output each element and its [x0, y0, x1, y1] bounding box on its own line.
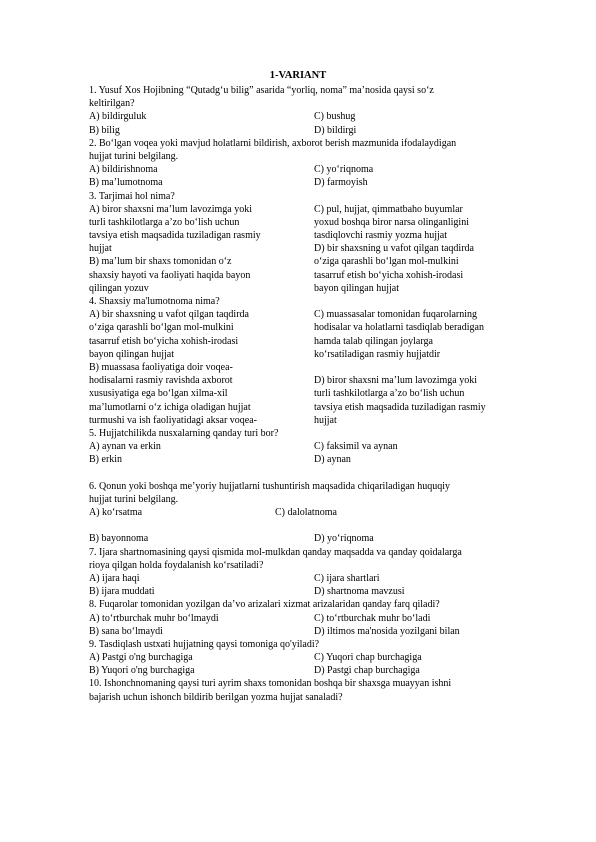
q4-left-line: bayon qilingan hujjat: [89, 348, 174, 360]
q2-option-b: B) ma’lumotnoma: [89, 177, 163, 189]
q9-option-b: B) Yuqori o'ng burchagiga: [89, 665, 195, 677]
q7-option-d: D) shartnoma mavzusi: [314, 586, 405, 598]
question-1-text: 1. Yusuf Xos Hojibning “Qutadg‘u bilig” asarida “yorliq, noma” ma’nosida qaysi so‘z: [89, 85, 434, 96]
q5-option-a: A) aynan va erkin: [89, 441, 161, 453]
q4-right-line: turli tashkilotlarga a’zo bo‘lish uchun: [314, 388, 465, 400]
q3-right-line: o‘ziga qarashli bo‘lgan mol-mulkini: [314, 256, 459, 268]
q4-right-line: [314, 361, 519, 374]
q9-option-d: D) Pastgi chap burchagiga: [314, 665, 420, 677]
q4-right-line: D) biror shaxsni ma’lum lavozimga yoki: [314, 375, 478, 387]
q4-left-line: xususiyatiga ega bo‘lgan xilma-xil: [89, 388, 228, 400]
q3-left-line: qilingan yozuv: [89, 282, 149, 294]
q2-option-d: D) farmoyish: [314, 177, 368, 189]
q3-right-line: D) bir shaxsning u vafot qilgan taqdirda: [314, 243, 474, 255]
blank-line: [89, 466, 519, 479]
q4-right-line: hamda talab qilingan joylarga: [314, 335, 433, 347]
question-5-text: 5. Hujjatchilikda nusxalarning qanday turi bor?: [89, 427, 279, 439]
q8-option-d: D) iltimos ma'nosida yozilgani bilan: [314, 625, 460, 637]
q4-left-line: o‘ziga qarashli bo‘lgan mol-mulkini: [89, 322, 234, 334]
q4-left-line: ma’lumotlarni o‘z ichiga oladigan hujjat: [89, 401, 251, 413]
q5-option-c: C) faksimil va aynan: [314, 441, 398, 453]
q1-option-a: A) bildirguluk: [89, 111, 147, 123]
q3-left-line: A) biror shaxsni ma’lum lavozimga yoki: [89, 203, 253, 215]
q2-option-c: C) yo‘riqnoma: [314, 164, 374, 176]
question-6-text: 6. Qonun yoki boshqa me’yoriy hujjatlarni tushuntirish maqsadida chiqariladigan huquqiy: [89, 480, 451, 492]
question-10-text: 10. Ishonchnomaning qaysi turi ayrim shaxs tomonidan boshqa bir shaxsga muayyan ishni: [89, 678, 452, 690]
q1-option-c: C) bushug: [314, 111, 356, 123]
q4-left-line: A) bir shaxsning u vafot qilgan taqdirda: [89, 309, 249, 321]
question-2-text: 2. Bo‘lgan voqea yoki mavjud holatlarni bildirish, axborot berish mazmunida ifodalaydigan: [89, 137, 457, 149]
question-1-text-cont: keltirilgan?: [89, 98, 135, 110]
q4-right-line: C) muassasalar tomonidan fuqarolarning: [314, 309, 478, 321]
question-3-text: 3. Tarjimai hol nima?: [89, 190, 175, 202]
q1-option-b: B) bilig: [89, 124, 120, 136]
q1-option-d: D) bildirgi: [314, 124, 357, 136]
q3-left-line: B) ma’lum bir shaxs tomonidan o‘z: [89, 256, 232, 268]
q8-option-b: B) sana bo‘lmaydi: [89, 625, 163, 637]
question-7-text: 7. Ijara shartnomasining qaysi qismida mol-mulkdan qanday maqsadda va qanday qoidalarga: [89, 546, 462, 558]
q3-right-line: yoxud boshqa biror narsa olinganligini: [314, 216, 469, 228]
q4-left-line: tasarruf etish bo‘yicha xohish-irodasi: [89, 335, 239, 347]
q3-right-line: C) pul, hujjat, qimmatbaho buyumlar: [314, 203, 463, 215]
question-6-text-cont: hujjat turini belgilang.: [89, 493, 179, 505]
question-4-text: 4. Shaxsiy ma'lumotnoma nima?: [89, 296, 220, 307]
q4-left-line: B) muassasa faoliyatiga doir voqea-: [89, 361, 233, 373]
q3-left-line: tavsiya etish maqsadida tuziladigan rasmiy: [89, 230, 261, 242]
q5-option-b: B) erkin: [89, 454, 123, 466]
q3-right-line: bayon qilingan hujjat: [314, 282, 399, 294]
q3-left-line: shaxsiy hayoti va faoliyati haqida bayon: [89, 269, 251, 281]
question-9-text: 9. Tasdiqlash ustxati hujjatning qaysi tomoniga qo'yiladi?: [89, 638, 320, 650]
q4-right-line: tavsiya etish maqsadida tuziladigan rasmiy: [314, 401, 486, 413]
q6-option-c: C) dalolatnoma: [275, 507, 337, 518]
q6-option-b: B) bayonnoma: [89, 533, 149, 545]
q8-option-a: A) to‘rtburchak muhr bo‘lmaydi: [89, 612, 219, 624]
q4-right-line: ko‘rsatiladigan rasmiy hujjatdir: [314, 348, 441, 360]
q9-option-c: C) Yuqori chap burchagiga: [314, 652, 422, 664]
q7-option-b: B) ijara muddati: [89, 586, 155, 598]
q3-left-line: turli tashkilotlarga a’zo bo‘lish uchun: [89, 216, 240, 228]
q5-option-d: D) aynan: [314, 454, 351, 466]
q4-right-line: hodisalar va holatlarni tasdiqlab beradigan: [314, 322, 484, 334]
q4-right-line: hujjat: [314, 414, 337, 426]
page-title: 1-VARIANT: [269, 70, 327, 81]
q9-option-a: A) Pastgi o'ng burchagiga: [89, 652, 193, 664]
question-8-text: 8. Fuqarolar tomonidan yozilgan da’vo arizalari xizmat arizalaridan qanday farq qiladi?: [89, 599, 440, 611]
q4-left-line: hodisalarni rasmiy ravishda axborot: [89, 375, 233, 387]
question-list: [89, 84, 519, 704]
q3-right-line: tasarruf etish bo‘yicha xohish-irodasi: [314, 269, 464, 281]
q2-option-a: A) bildirishnoma: [89, 164, 158, 176]
blank-line: [89, 519, 519, 532]
q3-right-line: tasdiqlovchi rasmiy yozma hujjat: [314, 230, 448, 242]
q8-option-c: C) to‘rtburchak muhr bo‘ladi: [314, 612, 431, 624]
q6-option-d: D) yo‘riqnoma: [314, 533, 374, 545]
q3-left-line: hujjat: [89, 243, 112, 255]
q7-option-c: C) ijara shartlari: [314, 572, 380, 584]
question-7-text-cont: rioya qilgan holda foydalanish ko‘rsatiladi?: [89, 559, 264, 571]
q4-left-line: turmushi va ish faoliyatidagi aksar voqea-: [89, 414, 258, 426]
q7-option-a: A) ijara haqi: [89, 572, 140, 584]
q6-option-a: A) ko‘rsatma: [89, 507, 143, 518]
question-10-text-cont: bajarish uchun ishonch bildirib berilgan yozma hujjat sanaladi?: [89, 691, 343, 703]
question-2-text-cont: hujjat turini belgilang.: [89, 150, 179, 162]
